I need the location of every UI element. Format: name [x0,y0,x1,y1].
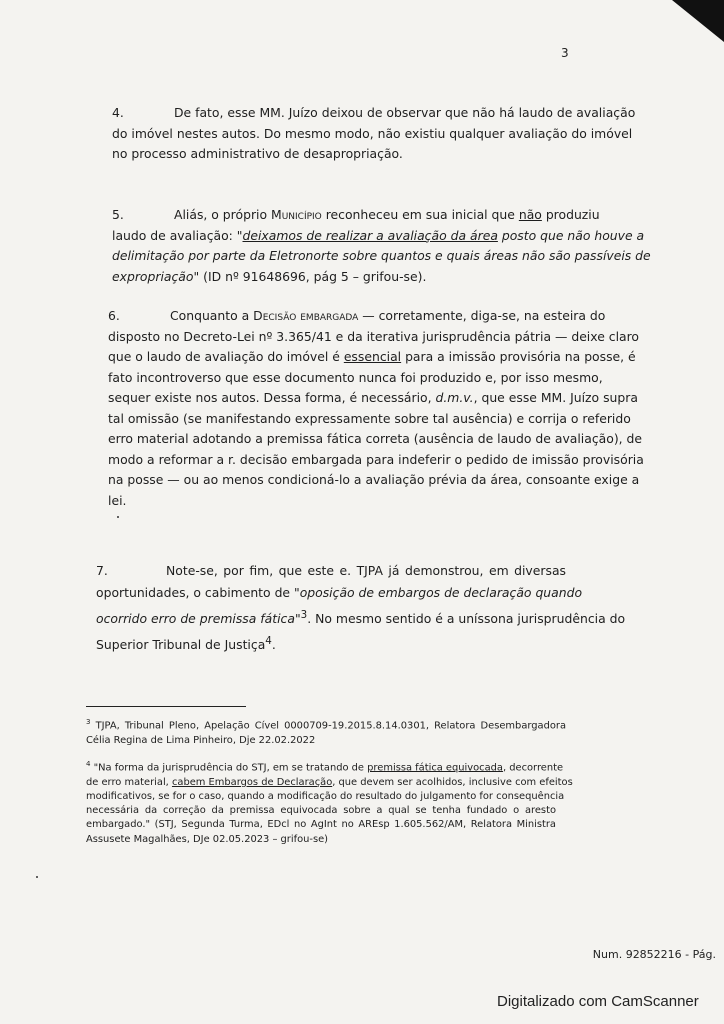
paragraph-4 [112,103,636,165]
paragraph-5 [112,205,651,287]
paragraph-6 [108,306,644,511]
paragraph-line: erro material adotando a premissa fática correta (ausência de laudo de avaliação), de [108,431,643,446]
scan-speck [36,876,38,878]
paragraph-line: 7. Note-se, por fim, que este e. TJPA já demonstrou, em diversas [96,560,566,582]
paragraph-line: laudo de avaliação: "deixamos de realizar a avaliação da área posto que não houve a [112,227,645,243]
underlined-essencial: essencial [343,349,402,364]
underlined-nao: não [518,207,542,222]
footnote-line: $^3$ TJPA, Tribunal Pleno, Apelação Cível 0000709-19.2015.8.14.0301, Relatora Desembargadora [86,718,566,732]
footnote-line: embargado." (STJ, Segunda Turma, EDcl no AgInt no AREsp 1.605.562/AM, Relatora Ministra [86,819,556,831]
paragraph-line: disposto no Decreto-Lei nº 3.365/41 e da iterativa jurisprudência pátria — deixe claro [108,328,640,344]
footnote-4 [86,757,573,847]
paragraph-line: 5. Aliás, o próprio Município reconheceu em sua inicial que não produziu [112,205,568,226]
footnote-3 [86,715,566,748]
paragraph-line: do imóvel nestes autos. Do mesmo modo, não existiu qualquer avaliação do imóvel [112,125,633,141]
page-number: 3 [561,46,569,60]
scanner-watermark: Digitalizado com CamScanner [497,993,699,1010]
paragraph-line: ocorrido erro de premissa fática"$^3$. No mesmo sentido é a uníssona jurisprudência do [96,609,626,627]
footnote-line: necessária da correção da premissa equivocada sobre a qual se tenha fundado o aresto [86,805,556,817]
paragraph-line: tal omissão (se manifestando expressamente sobre tal ausência) e corrija o referido [108,410,631,426]
paragraph-line: 4. De fato, esse MM. Juízo deixou de observar que não há laudo de avaliação [112,103,568,124]
paragraph-line: na posse — ou ao menos condicioná-lo a avaliação prévia da área, consoante exige a [108,472,640,487]
paragraph-line: fato incontroverso que esse documento nunca foi produzido e, por isso mesmo, [108,369,603,385]
footnote-line: Célia Regina de Lima Pinheiro, Dje 22.02.2022 [86,734,316,746]
paragraph-number: 4. [112,105,124,120]
paragraph-line: Superior Tribunal de Justiça$^4$. [96,635,276,653]
municipio-smallcaps: Município [271,207,322,222]
scan-speck [117,516,119,518]
paragraph-line: sequer existe nos autos. Dessa forma, é necessário, d.m.v., que esse MM. Juízo supra [108,390,638,405]
quoted-emphasis: deixamos de realizar a avaliação da área [242,227,498,243]
pagination-label: Num. 92852216 - Pág. [592,948,716,961]
scan-corner-shadow [672,0,724,42]
footnote-ref[interactable]: 4 [265,635,272,648]
footnote-line: $^4$ "Na forma da jurisprudência do STJ, em se tratando de premissa fática equivocada, decorrente [86,760,564,774]
paragraph-line: delimitação por parte da Eletronorte sobre quantos e quais áreas não são passíveis de [112,248,651,263]
decisao-smallcaps: Decisão embargada [253,308,359,323]
footnote-ref[interactable]: 3 [300,609,308,621]
paragraph-line: lei. [108,492,127,508]
paragraph-number: 7. [96,563,108,578]
footnote-line: modificativos, se for o caso, quando a modificação do resultado do julgamento for consequência [86,790,565,802]
footnote-marker: 3 [86,718,91,726]
footnote-line: Assusete Magalhães, DJe 02.05.2023 – grifou-se) [86,833,329,845]
paragraph-line: oportunidades, o cabimento de "oposição de embargos de declaração quando [96,585,583,600]
footnote-marker: 4 [86,760,91,768]
paragraph-number: 6. [108,308,120,323]
paragraph-line: 6. Conquanto a Decisão embargada — corretamente, diga-se, na esteira do [108,306,568,327]
paragraph-line: no processo administrativo de desapropriação. [112,146,403,161]
paragraph-line: expropriação" (ID nº 91648696, pág 5 – grifou-se). [112,268,427,284]
paragraph-line: modo a reformar a r. decisão embargada para indeferir o pedido de imissão provisória [108,451,644,467]
paragraph-7 [96,560,626,656]
footnote-line: de erro material, cabem Embargos de Declaração, que devem ser acolhidos, inclusive com efeitos [86,776,573,788]
footnote-separator [86,706,246,707]
paragraph-line: que o laudo de avaliação do imóvel é essencial para a imissão provisória na posse, é [108,349,636,364]
paragraph-number: 5. [112,207,124,222]
